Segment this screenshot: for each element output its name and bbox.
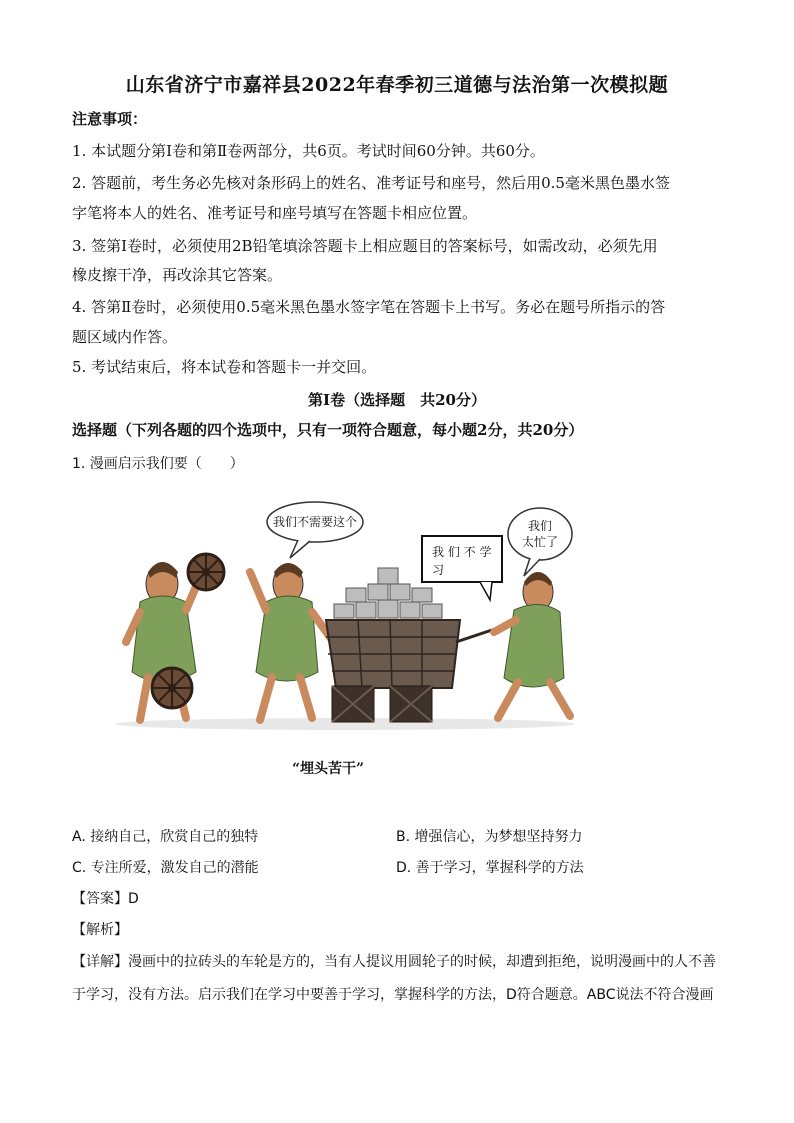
option-a: A. 接纳自己，欣赏自己的独特 bbox=[72, 829, 259, 845]
answer-line bbox=[72, 888, 139, 908]
answer-value: D bbox=[128, 891, 139, 907]
caveman-middle bbox=[250, 563, 332, 720]
notice-item-4: 4. 答第Ⅱ卷时，必须使用0.5毫米黑色墨水签字笔在答题卡上书写。务必在题号所指示的答 bbox=[72, 298, 666, 316]
notice-item-3-cont: 橡皮擦干净，再改涂其它答案。 bbox=[72, 266, 283, 284]
notice-item-2-cont: 字笔将本人的姓名、准考证号和座号填写在答题卡相应位置。 bbox=[72, 204, 478, 222]
notice-heading: 注意事项： bbox=[72, 110, 148, 128]
detail-label: 【详解】 bbox=[72, 954, 128, 970]
option-c: C. 专注所爱，激发自己的潜能 bbox=[72, 860, 259, 876]
notice-item-4-cont: 题区域内作答。 bbox=[72, 328, 178, 346]
bubble-right-line2: 太忙了 bbox=[521, 535, 559, 549]
question-stem: 1. 漫画启示我们要（ ） bbox=[72, 456, 244, 472]
caveman-right bbox=[494, 572, 570, 718]
notice-item-3: 3. 签第Ⅰ卷时，必须使用2B铅笔填涂答题卡上相应题目的答案标号，如需改动，必须先用 bbox=[72, 237, 658, 255]
wheel-icon bbox=[188, 554, 224, 590]
notice-item-1: 1. 本试题分第Ⅰ卷和第Ⅱ卷两部分，共6页。考试时间60分钟。共60分。 bbox=[72, 142, 545, 160]
section-title: 第Ⅰ卷（选择题 共20分） bbox=[308, 391, 486, 409]
bubble-right-line1: 我们 bbox=[527, 519, 553, 533]
answer-label: 【答案】 bbox=[72, 891, 128, 907]
wheel-icon bbox=[152, 668, 192, 708]
analysis-detail-line2: 于学习，没有方法。启示我们在学习中要善于学习，掌握科学的方法，D符合题意。ABC说法不符合漫画 bbox=[72, 987, 714, 1003]
notice-item-2: 2. 答题前，考生务必先核对条形码上的姓名、准考证号和座号，然后用0.5毫米黑色墨水签 bbox=[72, 174, 670, 192]
analysis-detail-line1 bbox=[72, 951, 716, 971]
speech-bubble-right bbox=[508, 508, 572, 576]
detail-text-1: 漫画中的拉砖头的车轮是方的，当有人提议用圆轮子的时候，却遭到拒绝，说明漫画中的人不善 bbox=[128, 954, 716, 970]
sign-text-line1: 我 们 不 学 bbox=[432, 545, 492, 559]
analysis-label: 【解析】 bbox=[72, 922, 128, 938]
option-d: D. 善于学习，掌握科学的方法 bbox=[396, 860, 584, 876]
speech-bubble-left bbox=[267, 502, 363, 558]
brick-cart bbox=[326, 568, 492, 722]
cartoon-caption: “埋头苦干” bbox=[292, 761, 365, 777]
bubble-left-text: 我们不需要这个 bbox=[272, 515, 358, 529]
sign-text-line2: 习 bbox=[432, 563, 445, 577]
section-description: 选择题（下列各题的四个选项中，只有一项符合题意，每小题2分，共20分） bbox=[72, 421, 584, 439]
sign-bubble bbox=[422, 536, 502, 600]
cartoon-illustration bbox=[100, 492, 590, 742]
notice-item-5: 5. 考试结束后，将本试卷和答题卡一并交回。 bbox=[72, 358, 377, 376]
option-b: B. 增强信心，为梦想坚持努力 bbox=[396, 829, 583, 845]
page-title: 山东省济宁市嘉祥县2022年春季初三道德与法治第一次模拟题 bbox=[125, 74, 669, 96]
